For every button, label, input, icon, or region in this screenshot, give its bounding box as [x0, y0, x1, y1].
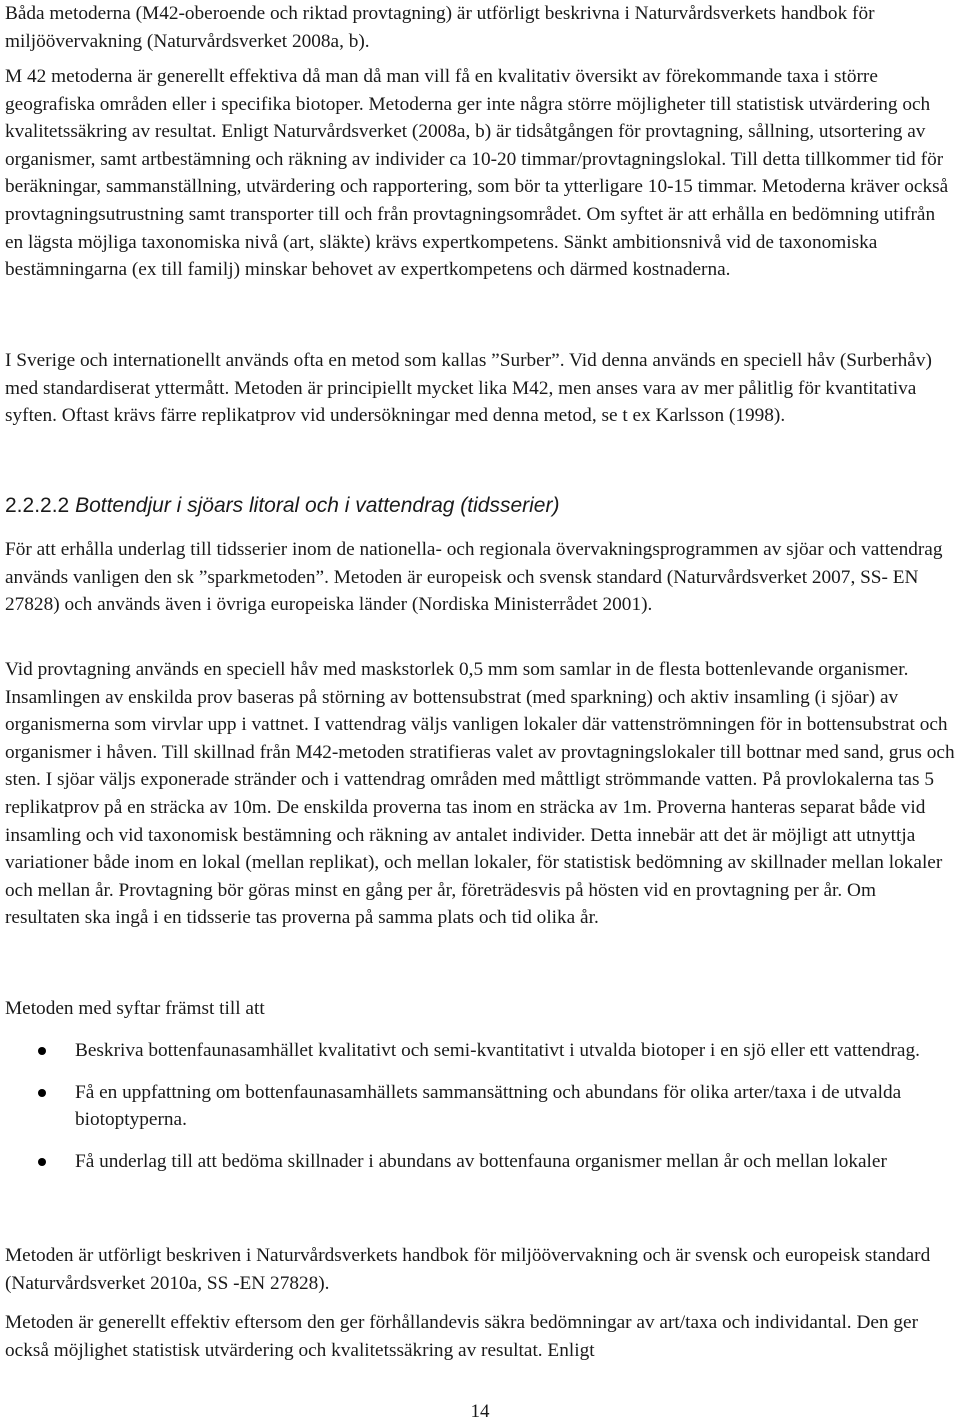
paragraph-sampling: Vid provtagning används en speciell håv med maskstorlek 0,5 mm som samlar in de flesta bottenlevande organismer. Insamlingen av enskilda prov baseras på störning av bottensubstrat (med sparkning) och aktiv insamling (i sjöar) av organismerna som virvlar upp i vattnet. I vattendrag väljs vanligen lokaler där vattenströmningen för in bottensubstrat och organismer i håven. Till skillnad från M42-metoden stratifieras valet av provtagningslokaler till bottnar med sand, grus och sten. I sjöar väljs exponerade stränder och i vattendrag områden med måttligt strömmande vatten. På provlokalerna tas 5 replikatprov på en sträcka av 10m. De enskilda proverna tas inom en sträcka av 1m. Proverna hanteras separat både vid insamling och vid taxonomisk bestämning och räkning av antalet individer. Detta innebär att det är möjligt att utnyttja variationer både inom en lokal (mellan replikat), och mellan lokaler, för statistisk bedömning av skillnader mellan lokaler och mellan år. Provtagning bör göras minst en gång per år, företrädesvis på hösten vid en provtagning per år. Om resultaten ska ingå i en tidsserie tas proverna på samma plats och tid olika år. — [5, 659, 955, 929]
paragraph-time-series: För att erhålla underlag till tidsserier inom de nationella- och regionala övervakningsprogrammen av sjöar och vattendrag används vanligen den sk ”sparkmetoden”. Metoden är europeisk och svensk standard (Naturvårdsverket 2007, SS- EN 27828) och används även i övriga europeiska länder (Nordiska Ministerrådet 2001). — [5, 539, 943, 616]
list-item-text: Beskriva bottenfaunasamhället kvalitativt och semi-kvantitativt i utvalda biotoper i en sjö eller ett vattendrag. — [75, 1040, 920, 1061]
list-item — [5, 1037, 955, 1065]
paragraph-m42-efficiency: M 42 metoderna är generellt effektiva då man då man vill få en kvalitativ översikt av förekommande taxa i större geografiska områden eller i specifika biotoper. Metoderna ger inte några större möjligheter till statistisk utvärdering och kvalitetssäkring av resultat. Enligt Naturvårdsverket (2008a, b) är tidsåtgången för provtagning, sållning, utsortering av organismer, samt artbestämning och räkning av individer ca 10-20 timmar/provtagningslokal. Till detta tillkommer tid för beräkningar, sammanställning, utvärdering och rapportering, som bör ta ytterligare 10-15 timmar. Metoderna kräver också provtagningsutrustning samt transporter till och från provtagningsområdet. Om syftet är att erhålla en bedömning utifrån en lägsta möjliga taxonomiska nivå (art, släkte) krävs expertkompetens. Sänkt ambitionsnivå vid de taxonomiska bestämningarna (ex till familj) minskar behovet av expertkompetens och därmed kostnaderna. — [5, 66, 949, 281]
list-item — [5, 1148, 955, 1176]
paragraph-standard: Metoden är utförligt beskriven i Naturvårdsverkets handbok för miljöövervakning och är svensk och europeisk standard (Naturvårdsverket 2010a, SS -EN 27828). — [5, 1245, 931, 1294]
section-heading — [5, 492, 559, 520]
list-item-text: Få underlag till att bedöma skillnader i abundans av bottenfauna organismer mellan år och mellan lokaler — [75, 1150, 887, 1172]
paragraph-surber-method: I Sverige och internationellt används ofta en metod som kallas ”Surber”. Vid denna används en speciell håv (Surberhåv) med standardiserat yttermått. Metoden är principiellt mycket lika M42, men anses vara av mer pålitlig för kvantitativa syften. Oftast krävs färre replikatprov vid undersökningar med denna metod, se t ex Karlsson (1998). — [5, 350, 932, 427]
section-title: Bottendjur i sjöars litoral och i vattendrag (tidsserier) — [75, 494, 560, 517]
paragraph-purpose-intro: Metoden med syftar främst till att — [5, 998, 265, 1019]
page-number: 14 — [470, 1401, 490, 1422]
bullet-icon — [38, 1047, 46, 1055]
paragraph-methods-described: Båda metoderna (M42-oberoende och riktad provtagning) är utförligt beskrivna i Naturvårdsverkets handbok för miljöövervakning (Naturvårdsverket 2008a, b). — [5, 3, 875, 52]
bullet-icon — [38, 1158, 46, 1166]
paragraph-efficiency: Metoden är generellt effektiv eftersom den ger förhållandevis säkra bedömningar av art/taxa och individantal. Den ger också möjlighet statistisk utvärdering och kvalitetssäkring av resultat. Enligt — [5, 1312, 919, 1361]
purpose-list — [5, 1037, 955, 1189]
bullet-icon — [38, 1089, 46, 1097]
section-number: 2.2.2.2 — [5, 494, 70, 517]
list-item-text: Få en uppfattning om bottenfaunasamhällets sammansättning och abundans för olika arter/taxa i de utvalda biotoptyperna. — [75, 1081, 902, 1131]
list-item — [5, 1079, 955, 1134]
